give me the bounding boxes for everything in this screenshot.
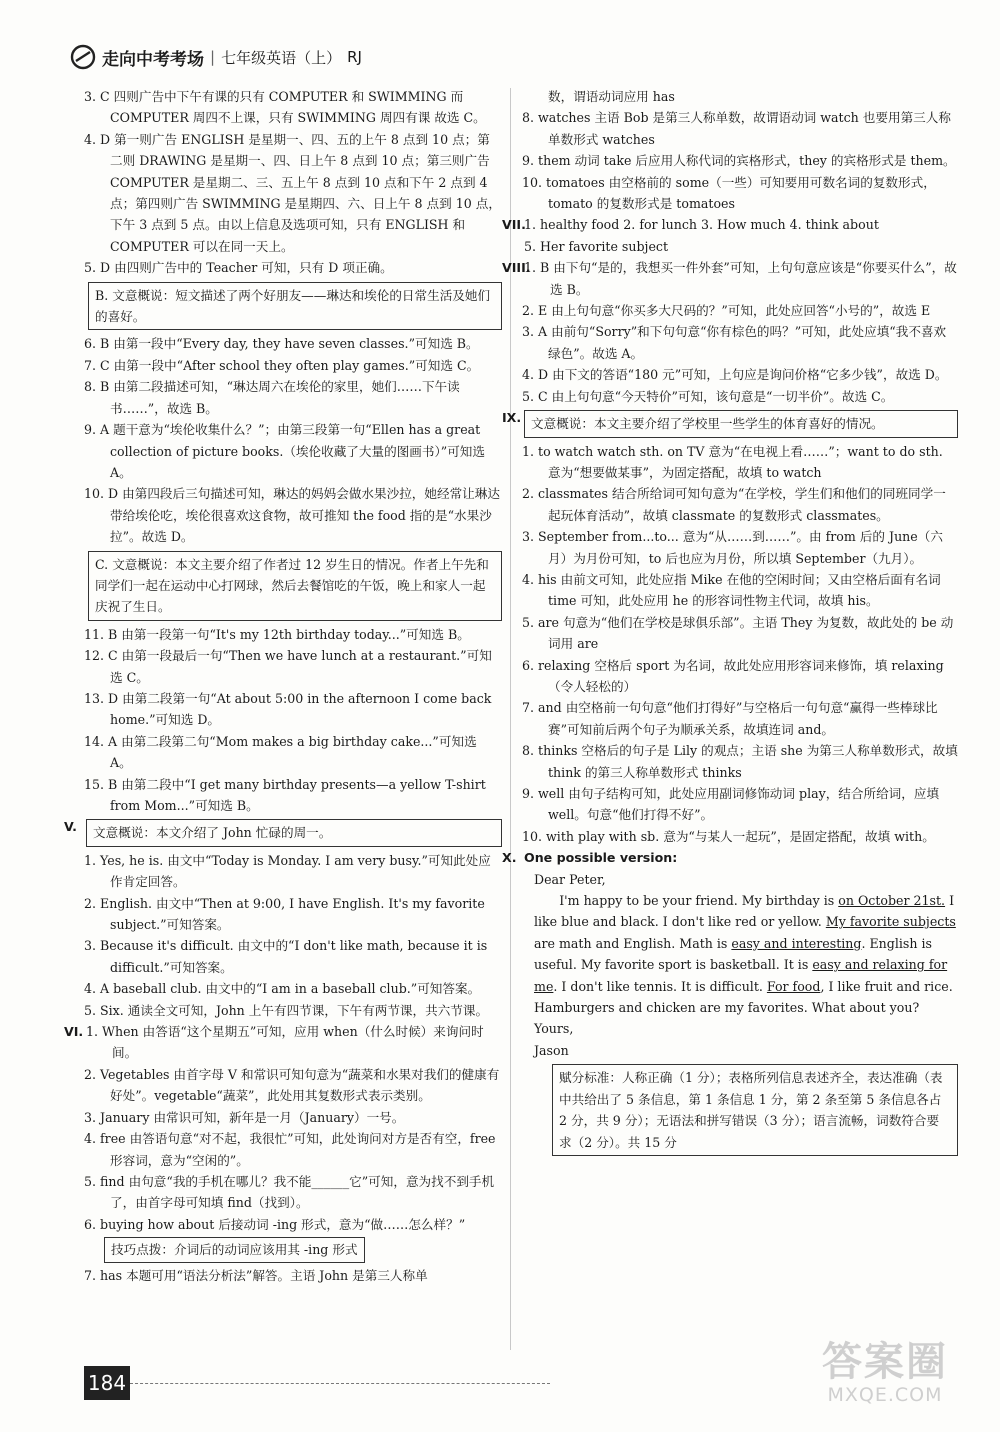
letter-text: . I don't like tennis. It is difficult.: [553, 978, 767, 994]
underlined-phrase: easy and interesting: [731, 935, 862, 951]
watermark: [790, 1340, 980, 1420]
answer-item: 9. them 动词 take 后应用人称代词的宾格形式，they 的宾格形式是 them。: [522, 153, 956, 169]
answer-item: 1. When 由答语“这个星期五”可知，应用 when（什么时候）来询问时间。: [86, 1024, 484, 1061]
letter-text: are math and English. Math is: [534, 935, 732, 951]
summary-box-v: 文意概说：本文介绍了 John 忙碌的周一。: [86, 819, 502, 846]
answer-item: 5. D 由四则广告中的 Teacher 可知，只有 D 项正确。: [84, 260, 393, 276]
answer-item: 2. Vegetables 由首字母 V 和常识可知句意为“蔬菜和水果对我们的健康有好处”。vegetable“蔬菜”，此处用其复数形式表示类别。: [84, 1066, 500, 1104]
answer-item: 8. watches 主语 Bob 是第三人称单数，故谓语动词 watch 也要用第三人称单数形式 watches: [522, 110, 951, 147]
answer-item: 8. thinks 空格后的句子是 Lily 的观点；主语 she 为第三人称单数形式，故填 think 的第三人称单数形式 thinks: [522, 743, 958, 780]
page-header: [70, 44, 362, 70]
underlined-phrase: easy and relaxing for me: [534, 957, 948, 994]
answer-item: 8. B 由第二段描述可知，“琳达周六在埃伦的家里，她们……下午读书……”，故选 B。: [84, 379, 460, 416]
answer-item: 2. English. 由文中“Then at 9:00, I have English. It's my favorite subject.”可知答案。: [84, 895, 485, 933]
section-v: [64, 816, 502, 849]
answer-line: 1. healthy food 2. for lunch 3. How much 4. think about: [524, 217, 879, 233]
right-column: [502, 86, 958, 1159]
summary-box-b: B. 文意概说：短文描述了两个好朋友——琳达和埃伦的日常生活及她们的喜好。: [88, 282, 502, 331]
answer-item: 15. B 由第二段中“I get many birthday presents—a yellow T-shirt from Mom...”可知选 B。: [84, 776, 486, 813]
answer-item: 5. Six. 通读全文可知，John 上午有四节课，下午有两节课，共六节课。: [84, 1002, 489, 1018]
answer-item: 1. to watch watch sth. on TV 意为“在电视上看……”；want to do sth. 意为“想要做某事”，为固定搭配，故填 to watch: [522, 443, 943, 480]
answer-item: 6. relaxing 空格后 sport 为名词，故此处应用形容词来修饰，填 relaxing（令人轻松的）: [522, 657, 944, 694]
answer-item: 3. September from...to... 意为“从……到……”。由 from 后的 June（六月）为月份可知，to 后也应为月份，所以填 September（九月）。: [522, 529, 943, 566]
answer-continuation: 数，谓语动词应用 has: [548, 89, 675, 104]
page-number: 184: [84, 1366, 130, 1400]
section-ix: [502, 407, 958, 440]
letter-text: I'm happy to be your friend. My birthday is: [559, 893, 839, 909]
brand-name: 走向中考考场: [102, 49, 204, 70]
book-title: 七年级英语（上）: [221, 48, 342, 67]
answer-item: 10. with play with sb. 意为“与某人一起玩”，是固定搭配，故填 with。: [522, 828, 935, 844]
letter-text: . English is useful. My favorite sport is basketball. It is: [534, 935, 932, 973]
answer-item: 3. Because it's difficult. 由文中的“I don't like math, because it is difficult.”可知答案。: [84, 938, 488, 975]
answer-item: 12. C 由第一段最后一句“Then we have lunch at a restaurant.”可知选 C。: [84, 648, 492, 685]
answer-item: 1. Yes, he is. 由文中“Today is Monday. I am very busy.”可知此处应作肯定回答。: [84, 852, 491, 890]
section-label: X.: [502, 850, 517, 866]
summary-box-c: C. 文意概说：本文主要介绍了作者过 12 岁生日的情况。作者上午先和同学们一起在运动中心打网球，然后去餐馆吃的午饭，晚上和家人一起庆祝了生日。: [88, 551, 502, 621]
answer-item: 3. C 四则广告中下午有课的只有 COMPUTER 和 SWIMMING 而 COMPUTER 周四不上课，只有 SWIMMING 周四有课 故选 C。: [84, 89, 486, 126]
letter-closing: Yours,: [534, 1021, 574, 1037]
answer-item: 4. A baseball club. 由文中的“I am in a baseball club.”可知答案。: [84, 981, 481, 997]
letter-text: , I like fruit and rice. Hamburgers and chicken are my favorites. What about you?: [534, 978, 953, 1016]
letter-signature: Jason: [534, 1042, 569, 1058]
left-column: [64, 86, 502, 1286]
answer-item: 7. has 本题可用“语法分析法”解答。主语 John 是第三人称单: [84, 1267, 428, 1283]
answer-item: 4. D 由下文的答语“180 元”可知，上句应是询问价格“它多少钱”，故选 D。: [522, 367, 948, 383]
sample-letter: [522, 869, 958, 1062]
section-viii: [502, 257, 958, 300]
answer-item: 9. well 由句子结构可知，此处应用副词修饰动词 play，结合所给词，应填 well。句意“他们打得不好”。: [522, 786, 940, 823]
footer-rule: [130, 1383, 550, 1384]
answer-item: 6. B 由第一段中“Every day, they have seven classes.”可知选 B。: [84, 336, 479, 352]
answer-item: 6. buying how about 后接动词 -ing 形式，意为“做……怎么样？”: [84, 1216, 466, 1232]
sample-essay-title: One possible version:: [524, 850, 678, 866]
answer-item: 10. D 由第四段后三句描述可知，琳达的妈妈会做水果沙拉，她经常让琳达带给埃伦吃，埃伦很喜欢这食物，故可推知 the food 指的是“水果沙拉”。故选 D。: [84, 486, 500, 545]
letter-greeting: Dear Peter,: [534, 871, 606, 887]
section-vii: [502, 214, 958, 257]
underlined-phrase: My favorite subjects: [825, 914, 956, 930]
section-vi: [64, 1021, 502, 1064]
tip-box: 技巧点拨：介词后的动词应该用其 -ing 形式: [104, 1237, 365, 1262]
watermark-logo-text: 答案圈: [822, 1339, 948, 1385]
answer-item: 10. tomatoes 由空格前的 some（一些）可知要用可数名词的复数形式，tomato 的复数形式是 tomatoes: [522, 174, 936, 212]
section-label: VIII.: [502, 260, 531, 276]
underlined-phrase: For food: [766, 978, 821, 994]
section-label: V.: [64, 819, 77, 835]
summary-box-ix: 文意概说：本文主要介绍了学校里一些学生的体育喜好的情况。: [524, 410, 958, 437]
answer-item: 5. C 由上句句意“今天特价”可知，该句意是“一切半价”。故选 C。: [522, 388, 894, 404]
answer-item: 14. A 由第二段第二句“Mom makes a big birthday cake...”可知选 A。: [84, 733, 477, 771]
answer-item: 5. find 由句意“我的手机在哪儿？我不能______它”可知，意为找不到手机了，由首字母可知填 find（找到）。: [84, 1173, 495, 1211]
answer-item: 1. B 由下句“是的，我想买一件外套”可知，上句句意应该是“你要买什么”，故选 B。: [524, 260, 957, 297]
answer-item: 7. C 由第一段中“After school they often play games.”可知选 C。: [84, 357, 480, 373]
scoring-box: 赋分标准：人称正确（1 分）；表格所列信息表述齐全，表达准确（表中共给出了 5 条信息，第 1 条信息 1 分，第 2 条至第 5 条信息各占 2 分，共 9 分）；无语法和拼写错误（3 分）；语言流畅，词数符合要求（2 分）。共 15 分: [552, 1064, 958, 1156]
answer-item: 11. B 由第一段第一句“It's my 12th birthday today...”可知选 B。: [84, 626, 470, 642]
answer-item: 2. classmates 结合所给词可知句意为“在学校，学生们和他们的同班同学一起玩体育活动”，故填 classmate 的复数形式 classmates。: [522, 486, 946, 523]
section-label: VI.: [64, 1024, 84, 1040]
header-separator: |: [210, 48, 216, 66]
section-label: IX.: [502, 410, 522, 426]
section-x: [502, 847, 958, 868]
answer-item: 4. D 第一则广告 ENGLISH 是星期一、四、五的上午 8 点到 10 点；第二则 DRAWING 是星期一、四、日上午 8 点到 10 点；第三则广告 COMPUTER 是星期二、三、五上午 8 点到 10 点和下午 2 点到 4 点；第四则广告 SWIMMING 是星期四、六、日上午 8 点到 10 点，下午 3 点到 5 点。由以上信息及选项可知，只有 ENGLISH 和 COMPUTER 可以在同一天上。: [84, 131, 501, 254]
letter-text: I like blue and black. I don't like red or yellow.: [534, 893, 955, 930]
answer-item: 9. A 题干意为“埃伦收集什么？”；由第三段第一句“Ellen has a great collection of picture books.（埃伦收藏了大量的图画书）”可知选 A。: [84, 422, 485, 480]
answer-item: 5. are 句意为“他们在学校是球俱乐部”。主语 They 为复数，故此处的 be 动词用 are: [522, 614, 954, 652]
answer-item: 2. E 由上句句意“你买多大尺码的？”可知，此处应回答“小号的”，故选 E: [522, 303, 931, 319]
brand-logo-icon: [70, 44, 96, 70]
answer-item: 7. and 由空格前一句句意“他们打得好”与空格后一句句意“赢得一些棒球比赛”可知前后两个句子为顺承关系，故填连词 and。: [522, 700, 938, 737]
answer-item: 4. his 由前文可知，此处应指 Mike 在他的空闲时间；又由空格后面有名词 time 可知，此处应用 he 的形容词性物主代词，故填 his。: [522, 571, 941, 609]
section-label: VII.: [502, 217, 526, 233]
answer-item: 13. D 由第二段第一句“At about 5:00 in the afternoon I come back home.”可知选 D。: [84, 690, 492, 728]
answer-item: 3. January 由常识可知，新年是一月（January）一号。: [84, 1109, 405, 1125]
answer-item: 3. A 由前句“Sorry”和下句句意“你有棕色的吗？”可知，此处应填“我不喜欢绿色”。故选 A。: [522, 324, 947, 361]
edition-label: RJ: [347, 48, 362, 66]
answer-line: 5. Her favorite subject: [524, 238, 669, 254]
letter-body: [534, 890, 958, 1018]
answer-item: 4. free 由答语句意“对不起，我很忙”可知，此处询问对方是否有空，free 形容词，意为“空闲的”。: [84, 1131, 496, 1168]
watermark-url: MXQE.COM: [827, 1384, 943, 1406]
underlined-phrase: on October 21st.: [838, 893, 946, 909]
